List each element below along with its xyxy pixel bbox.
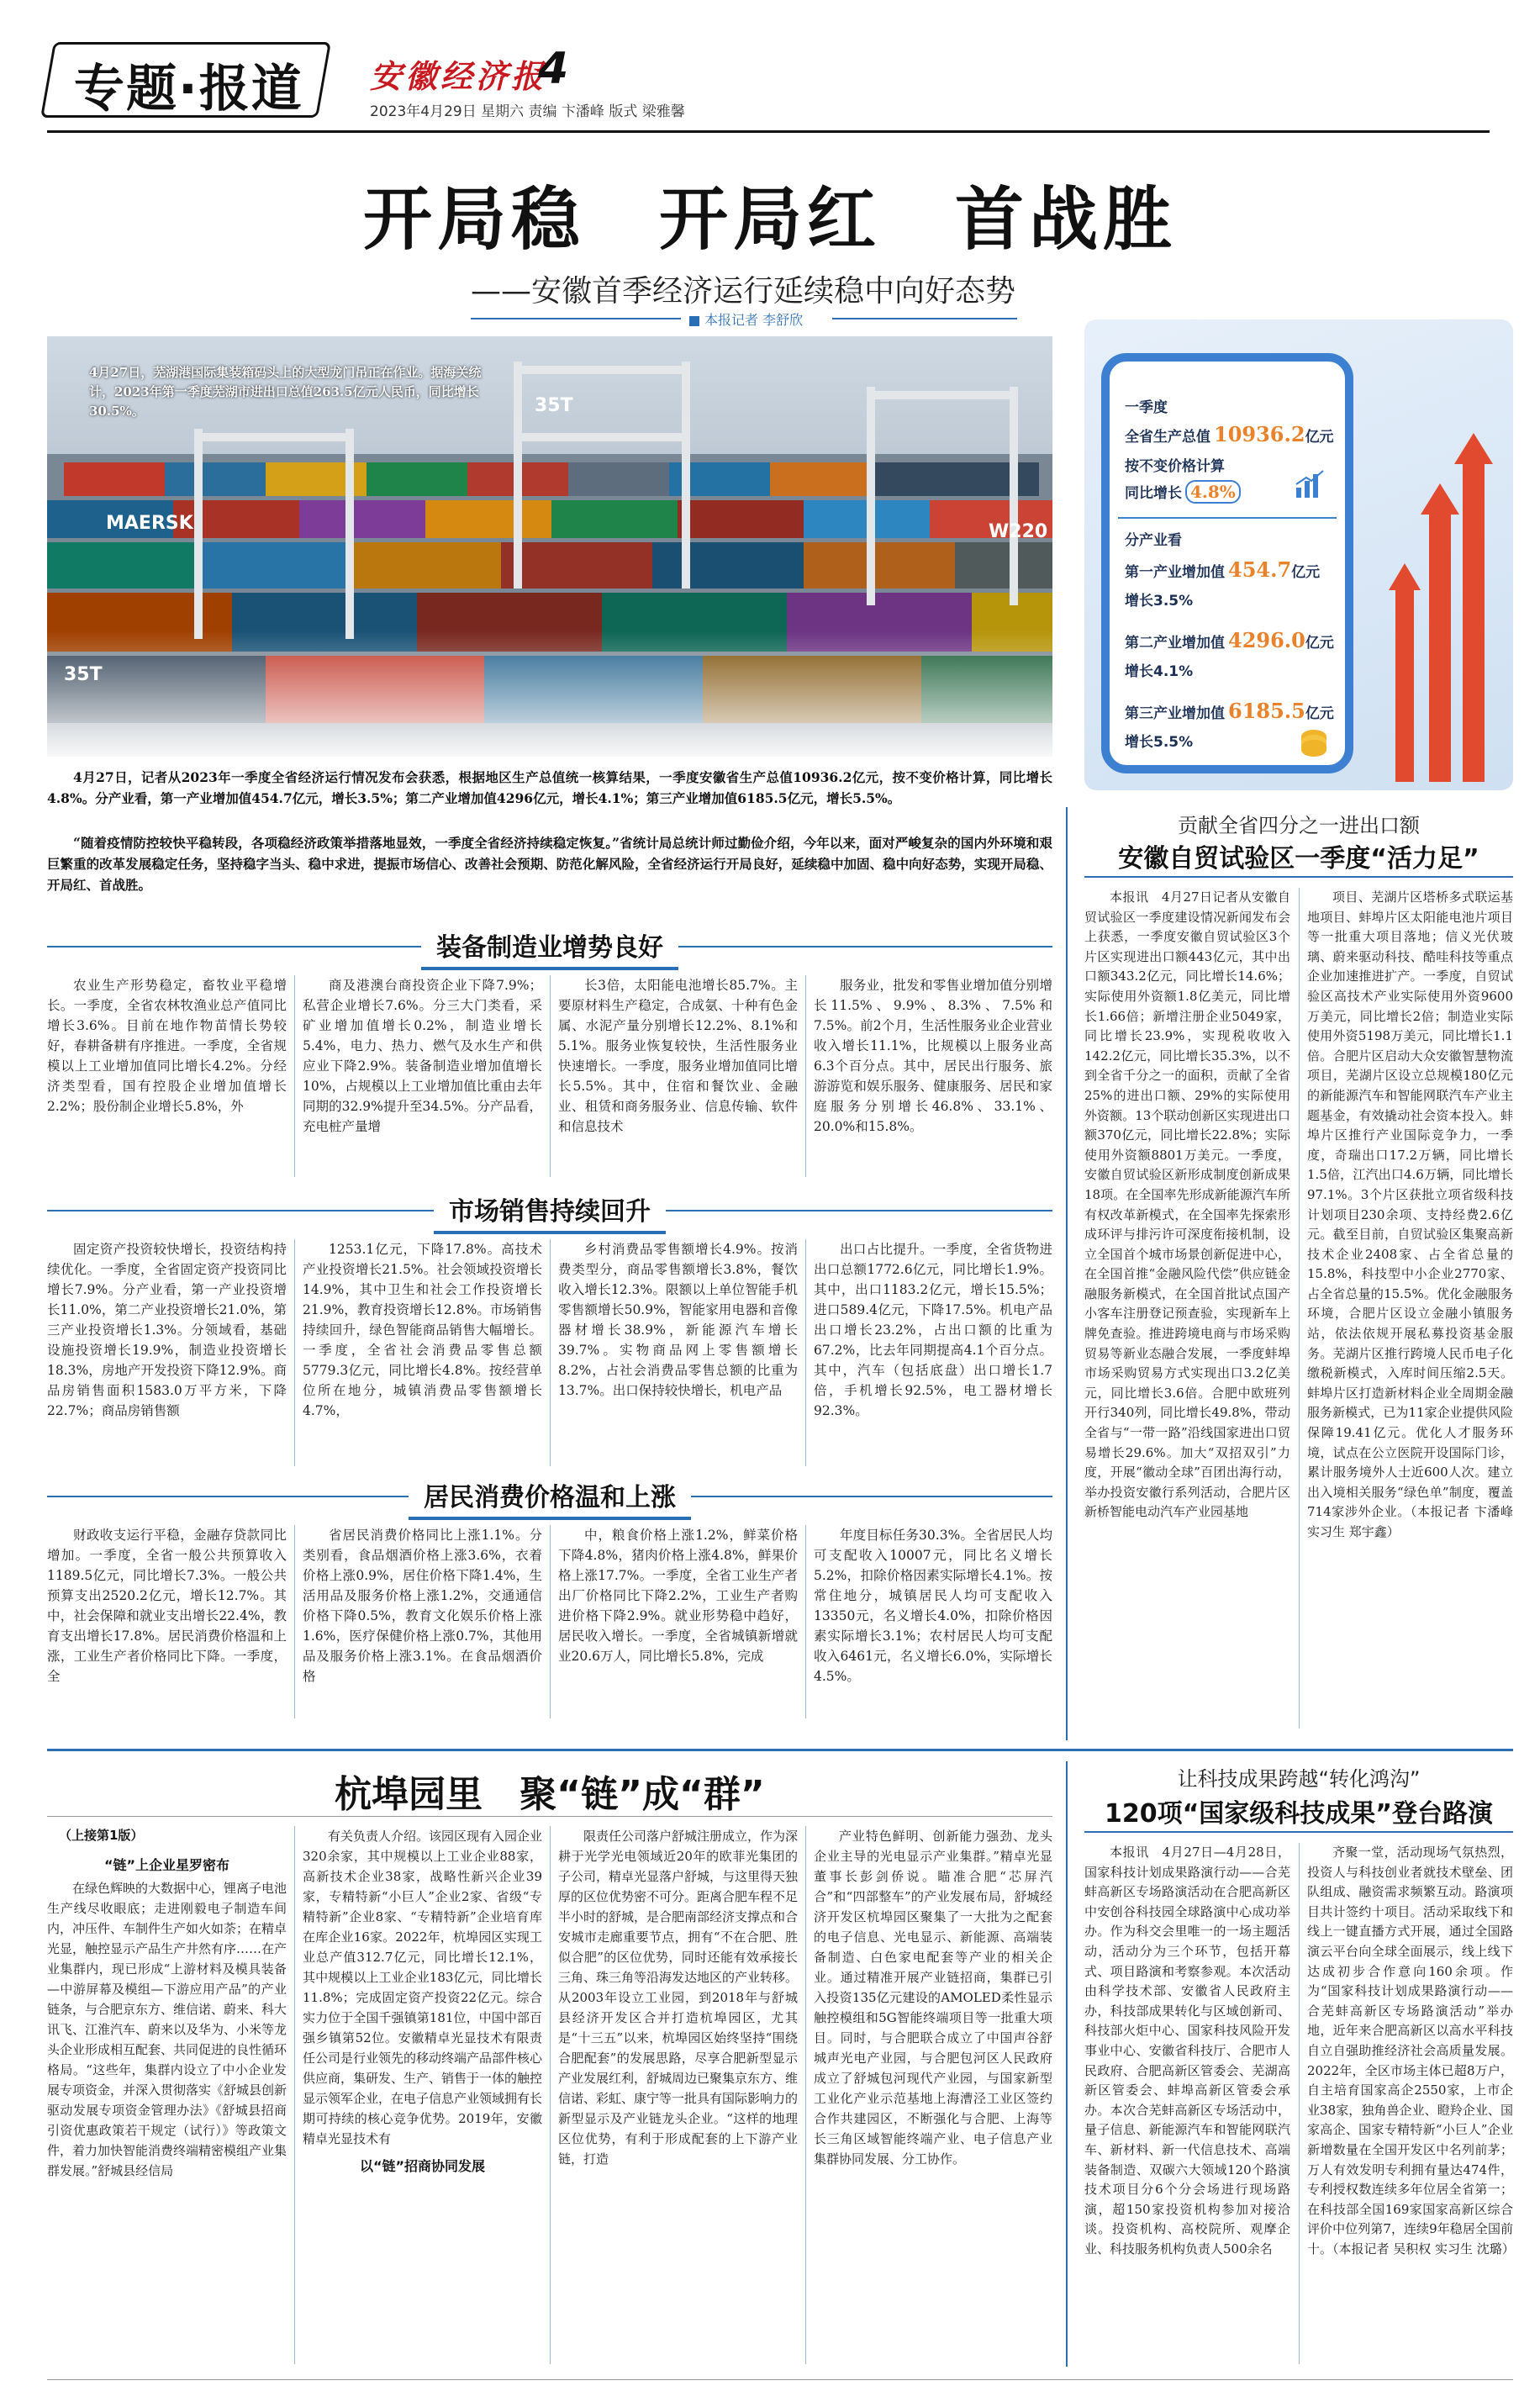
industry-value: 6185.5 xyxy=(1228,699,1305,723)
feature-column: 限责任公司落户舒城注册成立，作为深耕于光学光电领域近20年的欧菲光集团的子公司，精卓光显落户舒城，与这里得天独厚的区位优势密不可分。距离合肥车程不足半小时的舒城，是合肥南部经济支撑点和合安城市走廊重要节点，拥有“不在合肥、胜似合肥”的区位优势，同时还能有效承接长三角、珠三角等沿海发达地区的产业转移。从2003年设立工业园，到2018年与舒城县经济开发区合并打造杭埠园区，尤其是“十三五”以来，杭埠园区始终坚持“围绕合肥配套”的发展思路，尽享合肥新型显示产业发展红利，舒城周边已聚集京东方、维信诺、彩虹、康宁等一批具有国际影响力的新型显示及产业链龙头企业。“这样的地理区位优势，有利于形成配套的上下游产业链，打造 xyxy=(558,1829,799,2167)
column-rule xyxy=(550,1525,551,1718)
ftz-kicker: 贡献全省四分之一进出口额 xyxy=(1178,814,1420,837)
page-bottom-rule xyxy=(47,2379,1513,2380)
section-heading xyxy=(47,1473,1052,1520)
tech-kicker: 让科技成果跨越“转化鸿沟” xyxy=(1177,1767,1421,1791)
article-column: 中，粮食价格上涨1.2%，鲜菜价格下降4.8%，猪肉价格上涨4.8%，鲜果价格上涨17.7%。一季度，全省工业生产者出厂价格同比下降2.2%，工业生产者购进价格下降2.9%。就业形势稳中趋好，居民收入增长。一季度，全省城镇新增就业20.6万人，同比增长5.8%，完成 xyxy=(558,1528,798,1664)
growth-row xyxy=(1125,481,1241,502)
column-rule xyxy=(550,975,551,1177)
byline-text: 本报记者 李舒欣 xyxy=(704,312,804,328)
gdp-infographic xyxy=(1084,319,1513,790)
article-column: 省居民消费价格同比上涨1.1%。分类别看，食品烟酒价格上涨3.6%，衣着价格上涨0.9%，居住价格下降1.4%，生活用品及服务价格上涨1.2%，交通通信价格下降0.5%，教育文化娱乐价格上涨1.6%，医疗保健价格上涨0.7%，其他用品及服务价格上涨3.1%。在食品烟酒价格 xyxy=(303,1528,542,1684)
industry-secondary xyxy=(1125,628,1352,680)
article-column: 乡村消费品零售额增长4.9%。按消费类型分，商品零售额增长3.8%，餐饮收入增长12.3%。限额以上单位智能手机零售额增长50.9%，智能家用电器和音像器材增长38.9%，新能源汽车增长39.7%。实物商品网上零售额增长8.2%，占社会消费品零售总额的比重为13.7%。出口保持较快增长，机电产品 xyxy=(558,1242,798,1398)
industry-unit: 亿元 xyxy=(1305,635,1334,652)
gdp-unit: 亿元 xyxy=(1305,429,1334,446)
period-label: 一季度 xyxy=(1125,399,1168,416)
section-title: 居民消费价格温和上涨 xyxy=(409,1473,691,1520)
lead-paragraph: “随着疫情防控较快平稳转段，各项稳经济政策举措落地显效，一季度全省经济持续稳定恢复。”省统计局总统计师过勤俭介绍，今年以来，面对严峻复杂的国内外环境和艰巨繁重的改革发展稳定任务，坚持稳字当头、稳中求进，提振市场信心、改善社会预期、防范化解风险，全省经济运行开局良好，延续稳中加固、稳中向好态势，实现开局稳、开局红、首战胜。 xyxy=(47,835,1052,893)
column-rule xyxy=(1066,807,1068,1740)
port-photo xyxy=(47,336,1052,757)
tech-title-rule xyxy=(1084,1831,1513,1833)
column-rule xyxy=(294,1525,295,1718)
industry-label: 第三产业增加值 xyxy=(1125,705,1225,722)
section-label: 专题·报道 xyxy=(74,60,303,119)
heading-rule xyxy=(47,1210,434,1211)
column-rule xyxy=(550,1239,551,1466)
article-column: 1253.1亿元，下降17.8%。高技术产业投资增长21.5%。社会领域投资增长14.9%，其中卫生和社会工作投资增长21.9%，教育投资增长12.8%。市场销售持续回升，绿色智能商品销售大幅增长。一季度，全省社会消费品零售总额5779.3亿元，同比增长4.8%。按经营单位所在地分，城镇消费品零售额增长4.7%， xyxy=(303,1242,542,1418)
page-number: 4 xyxy=(538,44,569,94)
feature-subhead: “链”上企业星罗密布 xyxy=(103,1857,230,1873)
article-column: 年度目标任务30.3%。全省居民人均可支配收入10007元，同比名义增长5.2%，扣除价格因素实际增长4.1%。按常住地分，城镇居民人均可支配收入13350元，名义增长4.0%，扣除价格因素实际增长3.1%；农村居民人均可支配收入6461元，名义增长6.0%，实际增长4.5%。 xyxy=(814,1528,1052,1684)
byline-rule-right xyxy=(832,318,1017,319)
masthead-rule xyxy=(47,130,1490,133)
article-column: 农业生产形势稳定，畜牧业平稳增长。一季度，全省农林牧渔业总产值同比增长3.6%。目前在地作物苗情长势较好，春耕备耕有序推进。一季度，全省规模以上工业增加值同比增长4.2%。分经济类型看，国有控股企业增加值增长2.2%；股份制企业增长5.8%，外 xyxy=(47,978,287,1114)
ftz-title: 安徽自贸试验区一季度“活力足” xyxy=(1118,844,1479,874)
column-rule xyxy=(1299,1843,1300,2364)
feature-column: 有关负责人介绍。该园区现有入园企业320余家，其中规模以上工业企业88家，高新技术企业38家，战略性新兴企业39家，专精特新“小巨人”企业2家、省级“专精特新”企业8家、“专精特新”企业培育库在库企业16家。2022年，杭埠园区实现工业总产值312.7亿元，同比增长12.1%，其中规模以上工业企业183亿元，同比增长11.8%；完成固定资产投资22亿元。综合实力位于全国千强镇第181位，中国中部百强乡镇第52位。安徽精卓光显技术有限责任公司是行业领先的移动终端产品部件核心供应商，集研发、生产、销售于一体的触控显示领军企业，在电子信息产业领域拥有长期可持续的核心竞争优势。2019年，安徽精卓光显技术有 xyxy=(303,1829,543,2146)
heading-rule xyxy=(691,1496,1052,1497)
column-rule xyxy=(805,1239,806,1466)
main-headline: 开局稳 开局红 首战胜 xyxy=(362,179,1177,260)
container-label: MAERSK xyxy=(106,513,193,534)
feature-subhead: 以“链”招商协同发展 xyxy=(303,2156,542,2175)
industry-title: 分产业看 xyxy=(1125,532,1182,549)
tech-column: 齐聚一堂，活动现场气氛热烈，投资人与科技创业者就技术壁垒、团队组成、融资需求频繁互动。路演项目共计签约十项目。活动采取线下和线上一键直播方式开展，通过全国路演云平台向全球全面展示，线上线下达成初步合作意向160余项。作为“国家科技计划成果路演行动——合芜蚌高新区专场路演活动”举办地，近年来合肥高新区以高水平科技自立自强助推经济社会高质量发展。2022年，全区市场主体已超8万户，自主培育国家高企2550家，上市企业38家，独角兽企业、瞪羚企业、国家高企、国家专精特新“小巨人”企业新增数量在全国开发区中名列前茅；万人有效发明专利拥有量达474件，专利授权数连续多年位居全省第一；在科技部全国169家国家高新区综合评价中位列第7，连续9年稳居全国前十。（本报记者 吴积权 实习生 沈璐） xyxy=(1307,1845,1515,2257)
column-rule xyxy=(805,1525,806,1718)
industry-growth: 增长4.1% xyxy=(1125,663,1194,680)
ftz-column: 项目、芜湖片区塔桥多式联运基地项目、蚌埠片区太阳能电池片项目等一批重大项目落地；信义光伏玻璃、蔚来驱动科技、酷哇科技等重点企业加速推进扩产。一季度，自贸试验区高技术产业实际使用外资9600万美元，同比增长2倍；制造业实际使用外资5198万美元，同比增长1.1倍。合肥片区启动大众安徽智慧物流项目，芜湖片区设立总规模180亿元的新能源汽车和智能网联汽车产业主题基金，有效撬动社会资本投入。蚌埠片区推行产业国际竞争力，一季度，奇瑞出口17.2万辆，同比增长1.5倍，江汽出口4.6万辆，同比增长97.1%。3个片区获批立项省级科技计划项目230余项、支持经费2.6亿元。截至目前，自贸试验区集聚高新技术企业2408家、占全省总量的15.8%，科技型中小企业2770家、占全省总量的15.5%。优化金融服务环境，合肥片区设立金融小镇服务站，依法依规开展私募投资基金服务。芜湖片区推行跨境人民币电子化缴税新模式，入库时间压缩2.5天。蚌埠片区打造新材料企业全周期金融服务新模式，已为11家企业提供风险保障19.41亿元。优化人才服务环境，试点在公立医院开设国际门诊，累计服务境外人士近600人次。建立出入境相关服务“绿色单”制度，覆盖714家涉外企业。（本报记者 卞潘峰 实习生 郑宇鑫） xyxy=(1307,889,1513,1539)
coin-stack-icon xyxy=(1301,740,1326,757)
paper-name: 安徽经济报 xyxy=(370,57,547,95)
tech-column: 本报讯 4月27日—4月28日，国家科技计划成果路演行动——合芜蚌高新区专场路演活动在合肥高新区中安创谷科技园全球路演中心成功举办。作为科交会里唯一的一场主题活动，活动分为三个环节，包括开幕式、项目路演和考察参观。本次活动由科学技术部、安徽省人民政府主办，科技部成果转化与区域创新司、科技部火炬中心、国家科技风险开发事业中心、安徽省科技厅、合肥市人民政府、合肥高新区管委会、芜湖高新区管委会、蚌埠高新区管委会承办。本次合芜蚌高新区专场活动中，量子信息、新能源汽车和智能网联汽车、新材料、新一代信息技术、高端装备制造、双碳六大领域120个路演技术项目分6个分会场进行现场路演，超150家投资机构参加对接洽谈。投资机构、高校院所、观摩企业、科技服务机构负责人500余名 xyxy=(1084,1845,1290,2257)
article-column: 财政收支运行平稳，金融存贷款同比增加。一季度，全省一般公共预算收入1189.5亿元，同比增长7.3%。一般公共预算支出2520.2亿元，增长12.7%。其中，社会保障和就业支出增长22.4%，教育支出增长17.8%。居民消费价格温和上涨，工业生产者价格同比下降。一季度，全 xyxy=(47,1528,287,1684)
feature-column: 在绿色辉映的大数据中心，锂离子电池生产线尽收眼底；走进刚毅电子制造车间内，冲压件、车制件生产如火如荼；在精卓光显，触控显示产品生产井然有序……在产业集群内，现已形成“上游材料及模具装备—中游屏幕及模组—下游应用产品”的产业链条，与合肥京东方、维信诺、蔚来、科大讯飞、江淮汽车、蔚来以及华为、小米等龙头企业形成相互配套、共同促进的良性循环格局。“这些年，集群内设立了中小企业发展专项资金，并深入贯彻落实《舒城县创新驱动发展专项资金管理办法》《舒城县招商引资优惠政策若干规定（试行）》等政策文件，着力加快智能消费终端精密模组产业集群发展。”舒城县经信局 xyxy=(47,1881,287,2178)
gdp-row xyxy=(1125,422,1352,446)
growth-note: 按不变价格计算 xyxy=(1125,458,1225,475)
lower-section-rule xyxy=(47,1749,1513,1751)
gdp-value: 10936.2 xyxy=(1214,422,1305,446)
photo-caption: 4月27日，芜湖港国际集装箱码头上的大型龙门吊正在作业。据海关统计，2023年第一季度芜湖市进出口总值263.5亿元人民币，同比增长30.5%。 xyxy=(89,365,482,419)
masthead xyxy=(0,0,1540,168)
container-label: W220 xyxy=(989,521,1048,542)
feature-title: 杭埠园里 聚“链”成“群” xyxy=(335,1773,765,1816)
industry-unit: 亿元 xyxy=(1291,564,1321,581)
industry-growth: 增长5.5% xyxy=(1125,734,1194,751)
column-rule xyxy=(294,1826,295,2364)
main-subtitle: ——安徽首季经济运行延续稳中向好态势 xyxy=(471,274,1016,309)
industry-label: 第一产业增加值 xyxy=(1125,564,1225,581)
industry-primary xyxy=(1125,557,1352,610)
heading-rule xyxy=(47,1496,409,1497)
growth-label: 同比增长 xyxy=(1125,485,1182,502)
column-rule xyxy=(805,975,806,1177)
column-rule xyxy=(1299,888,1300,1729)
industry-unit: 亿元 xyxy=(1305,705,1334,722)
gdp-label: 全省生产总值 xyxy=(1125,429,1210,446)
column-rule xyxy=(805,1826,806,2364)
feature-column: 产业特色鲜明、创新能力强劲、龙头企业主导的光电显示产业集群。”精卓光显董事长彭剑侨说。瞄准合肥“芯屏汽合”和“四部整车”的产业发展布局，舒城经济开发区杭埠园区聚集了一大批为之配套的电子信息、光电显示、新能源、高端装备制造、白色家电配套等产业的相关企业。通过精准开展产业链招商，集群已引入投资135亿元建设的AMOLED柔性显示触控模组和5G智能终端项目等一批重大项目。同时，与合肥联合成立了中国声谷舒城声光电产业园，与合肥包河区人民政府成立了舒城包河现代产业园，与国家新型工业化产业示范基地上海漕泾工业区签约合作共建园区，不断强化与合肥、上海等长三角区域智能终端产业、电子信息产业集群协同发展、分工协作。 xyxy=(814,1829,1052,2167)
column-rule xyxy=(294,1239,295,1466)
article-column: 商及港澳台商投资企业下降7.9%；私营企业增长7.6%。分三大门类看，采矿业增加值增长0.2%，制造业增长5.4%，电力、热力、燃气及水生产和供应业下降2.9%。装备制造业增加值增长10%，占规模以上工业增加值比重由去年同期的32.9%提升至34.5%。分产品看，充电桩产量增 xyxy=(303,978,542,1134)
growth-value: 4.8% xyxy=(1185,480,1241,504)
article-column: 长3倍，太阳能电池增长85.7%。主要原材料生产稳定，合成氨、十种有色金属、水泥产量分别增长12.2%、8.1%和5.1%。服务业恢复较快，生活性服务业快速增长。一季度，服务业增加值同比增长5.5%。其中，住宿和餐饮业、金融业、租赁和商务服务业、信息传输、软件和信息技术 xyxy=(558,978,798,1134)
section-heading xyxy=(47,1187,1052,1234)
industry-label: 第二产业增加值 xyxy=(1125,635,1225,652)
ftz-title-rule xyxy=(1084,876,1513,878)
container-label: 35T xyxy=(535,395,573,416)
byline xyxy=(689,309,803,329)
heading-rule xyxy=(666,1210,1052,1211)
ftz-column: 本报讯 4月27日记者从安徽自贸试验区一季度建设情况新闻发布会上获悉，一季度安徽自贸试验区3个片区实现进出口额443亿元，其中出口额343.2亿元，同比增长14.6%；实际使用外资额1.8亿美元，同比增长1.66倍；新增注册企业5049家，同比增长23.9%，实现税收收入142.2亿元，同比增长35.3%，以不到全省千分之一的面积，贡献了全省25%的进出口额、29%的实际使用外资额。13个联动创新区实现进出口额370亿元，同比增长22.8%；实际使用外资额8801万美元。一季度，安徽自贸试验区新形成制度创新成果18项。在全国率先形成新能源汽车所有权改革新模式，在全国率先探索形成环评与排污许可深度衔接机制，设立全国首个城市场景创新促进中心，在全国首推“金融风险代偿”供应链金融服务新模式，在全国首批试点国产小客车注册登记预查验，实现新车上牌免查验。推进跨境电商与市场采购贸易等新业态融合发展，一季度蚌埠市场采购贸易方式实现出口3.2亿美元，同比增长3.6倍。合肥中欧班列开行340列，同比增长49.8%，带动全省与“一带一路”沿线国家进出口贸易增长29.6%。加大“双招双引”力度，开展“徽动全球”百团出海行动，举办投资安徽行系列活动，合肥片区新桥智能电动汽车产业园基地 xyxy=(1084,889,1290,1520)
column-rule xyxy=(294,975,295,1177)
tech-title: 120项“国家级科技成果”登台路演 xyxy=(1104,1799,1494,1829)
heading-rule xyxy=(47,946,421,947)
container-label: 35T xyxy=(64,664,103,685)
heading-rule xyxy=(678,946,1052,947)
byline-square-icon xyxy=(689,316,699,326)
section-title: 市场销售持续回升 xyxy=(434,1187,666,1234)
dateline: 2023年4月29日 星期六 责编 卞潘峰 版式 梁雅馨 xyxy=(370,103,685,120)
article-column: 固定资产投资较快增长，投资结构持续优化。一季度，全省固定资产投资同比增长7.9%。分产业看，第一产业投资增长11.0%，第二产业投资增长21.0%，第三产业投资增长1.3%。分领域看，基础设施投资增长19.9%，制造业投资增长18.3%，房地产开发投资下降12.9%。商品房销售面积1583.0万平方米，下降22.7%；商品房销售额 xyxy=(47,1242,287,1418)
column-rule xyxy=(1066,1761,1068,2367)
continued-note: （上接第1版） xyxy=(59,1828,144,1843)
section-title: 装备制造业增势良好 xyxy=(421,923,678,970)
feature-title-rule xyxy=(47,1816,1052,1817)
article-column: 出口占比提升。一季度，全省货物进出口总额1772.6亿元，同比增长1.9%。其中，出口1183.2亿元，增长15.5%；进口589.4亿元，下降17.5%。机电产品出口增长23.2%，占出口额的比重为67.2%，比去年同期提高4.1个百分点。其中，汽车（包括底盘）出口增长1.7倍，手机增长92.5%，电工器材增长92.3%。 xyxy=(814,1242,1052,1418)
industry-value: 454.7 xyxy=(1228,557,1292,582)
lead-paragraph: 4月27日，记者从2023年一季度全省经济运行情况发布会获悉，根据地区生产总值统一核算结果，一季度安徽省生产总值10936.2亿元，按不变价格计算，同比增长4.8%。分产业看，第一产业增加值454.7亿元，增长3.5%；第二产业增加值4296亿元，增长4.1%；第三产业增加值6185.5亿元，增长5.5%。 xyxy=(47,769,1052,806)
article-column: 服务业，批发和零售业增加值分别增长11.5%、9.9%、8.3%、7.5%和7.5%。前2个月，生活性服务业企业营业收入增长11.1%，比规模以上服务业高6.3个百分点。其中，居民出行服务、旅游游览和娱乐服务、健康服务、居民和家庭服务分别增长46.8%、33.1%、20.0%和15.8%。 xyxy=(814,978,1052,1134)
section-heading xyxy=(47,923,1052,970)
byline-rule xyxy=(471,318,681,319)
divider xyxy=(1118,517,1337,519)
bar-chart-icon xyxy=(1295,469,1325,499)
column-rule xyxy=(550,1826,551,2364)
industry-growth: 增长3.5% xyxy=(1125,593,1194,610)
industry-value: 4296.0 xyxy=(1228,628,1305,652)
